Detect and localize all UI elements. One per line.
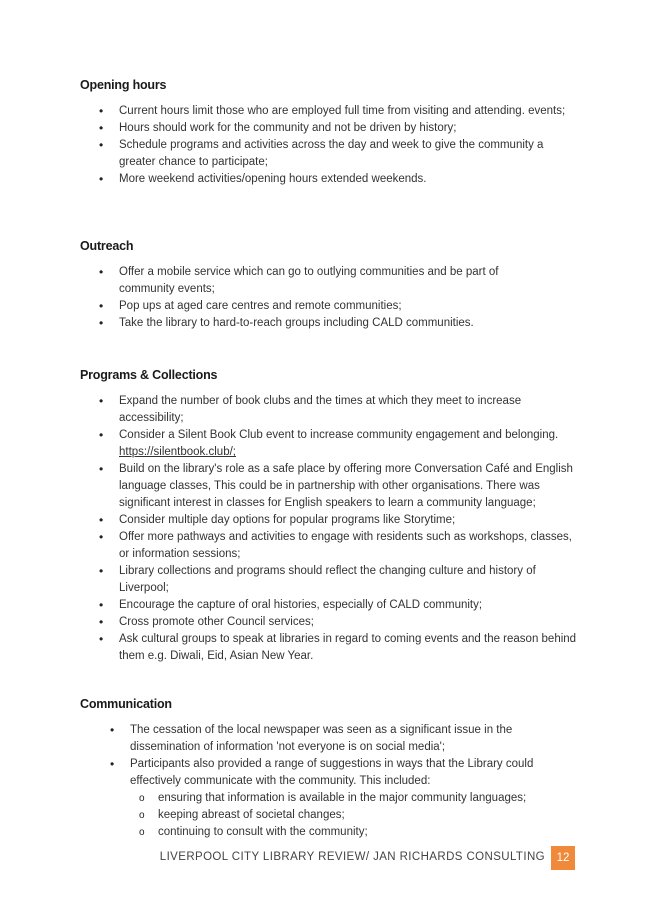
programs-collections-list	[119, 393, 581, 665]
page-footer	[0, 846, 653, 870]
outreach-list	[119, 264, 539, 332]
list-item: • Hours should work for the community and not be driven by history;	[119, 120, 579, 137]
list-item: • Take the library to hard-to-reach groups including CALD communities.	[119, 315, 539, 332]
section-heading-communication: Communication	[80, 697, 172, 711]
opening-hours-list	[119, 103, 579, 188]
list-item-text: Consider a Silent Book Club event to increase community engagement and belonging.	[119, 429, 559, 441]
list-item: • Library collections and programs should reflect the changing culture and history of Liverpool;	[119, 563, 581, 597]
sub-list-item: o ensuring that information is available in the major community languages;	[158, 790, 578, 807]
list-item: • Build on the library's role as a safe place by offering more Conversation Café and English language classes, This could be in partnership with other organisations. There was significant interest in classes for English speakers to learn a community language;	[119, 461, 581, 512]
sub-list-item: o continuing to consult with the community;	[158, 824, 578, 841]
list-item: • Current hours limit those who are employed full time from visiting and attending. events;	[119, 103, 579, 120]
list-item: • Schedule programs and activities across the day and week to give the community a greater chance to participate;	[119, 137, 579, 171]
list-item: • The cessation of the local newspaper was seen as a significant issue in the dissemination of information 'not everyone is on social media';	[130, 722, 560, 756]
list-item: • Cross promote other Council services;	[119, 614, 581, 631]
page-number-badge: 12	[551, 846, 575, 870]
list-item: • Offer more pathways and activities to engage with residents such as workshops, classes, or information sessions;	[119, 529, 581, 563]
list-item: • Offer a mobile service which can go to outlying communities and be part of community events;	[119, 264, 539, 298]
silent-book-club-link[interactable]: https://silentbook.club/;	[119, 446, 236, 458]
section-heading-programs-collections: Programs & Collections	[80, 368, 218, 382]
list-item: • Expand the number of book clubs and the times at which they meet to increase accessibility;	[119, 393, 581, 427]
communication-list	[130, 722, 560, 790]
section-heading-opening-hours: Opening hours	[80, 78, 167, 92]
section-heading-outreach: Outreach	[80, 239, 134, 253]
list-item: • Ask cultural groups to speak at libraries in regard to coming events and the reason behind them e.g. Diwali, Eid, Asian New Year.	[119, 631, 581, 665]
sub-list-item: o keeping abreast of societal changes;	[158, 807, 578, 824]
list-item	[119, 427, 581, 461]
footer-title: LIVERPOOL CITY LIBRARY REVIEW/ JAN RICHARDS CONSULTING	[159, 851, 545, 863]
communication-sublist	[158, 790, 578, 841]
list-item: • Encourage the capture of oral histories, especially of CALD community;	[119, 597, 581, 614]
list-item: • Pop ups at aged care centres and remote communities;	[119, 298, 539, 315]
list-item: • Consider multiple day options for popular programs like Storytime;	[119, 512, 581, 529]
list-item: • Participants also provided a range of suggestions in ways that the Library could effectively communicate with the community. This included:	[130, 756, 560, 790]
list-item: • More weekend activities/opening hours extended weekends.	[119, 171, 579, 188]
